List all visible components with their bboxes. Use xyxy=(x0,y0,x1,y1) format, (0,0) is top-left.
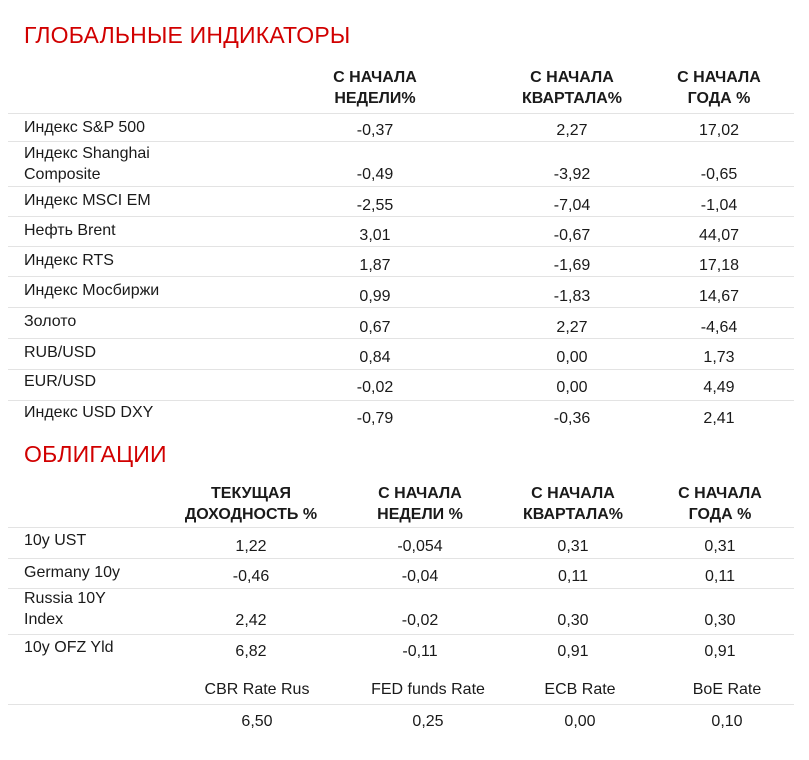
row-label: Индекс RTS xyxy=(24,252,114,269)
value-cell: -0,11 xyxy=(402,643,438,660)
value-cell: 4,49 xyxy=(703,379,735,396)
rate-header: BoE Rate xyxy=(692,681,762,698)
column-header-line: С НАЧАЛА xyxy=(333,69,417,86)
column-header xyxy=(488,483,658,525)
row-label: Индекс MSCI EM xyxy=(24,192,151,209)
value-cell: 0,91 xyxy=(557,643,589,660)
rates-value-row xyxy=(8,705,794,735)
value-cell: 0,91 xyxy=(704,643,736,660)
bonds-title: ОБЛИГАЦИИ xyxy=(24,441,167,467)
value-cell: -0,02 xyxy=(356,379,394,396)
table-row xyxy=(8,307,794,339)
value-cell: -0,46 xyxy=(232,568,270,585)
value-cell: 17,02 xyxy=(698,122,740,139)
bonds-header-row xyxy=(8,483,794,528)
value-cell: 0,30 xyxy=(704,612,736,629)
value-cell: 2,42 xyxy=(235,612,267,629)
value-cell: -1,83 xyxy=(553,288,591,305)
value-cell: 2,27 xyxy=(556,319,588,336)
table-row xyxy=(8,588,794,635)
column-header-line: С НАЧАЛА xyxy=(378,485,462,502)
row-label: Russia 10Y xyxy=(24,590,106,607)
table-row xyxy=(8,246,794,277)
value-cell: 1,87 xyxy=(359,257,391,274)
value-cell: 0,00 xyxy=(556,349,588,366)
value-cell: -3,92 xyxy=(553,166,591,183)
value-cell: -0,054 xyxy=(397,538,443,555)
value-cell: 3,01 xyxy=(359,227,391,244)
value-cell: 2,27 xyxy=(556,122,588,139)
value-cell: -0,49 xyxy=(356,166,394,183)
row-label: Золото xyxy=(24,313,77,330)
column-header-line: ГОДА % xyxy=(688,506,752,523)
value-cell: 0,67 xyxy=(359,319,391,336)
row-label: 10y UST xyxy=(24,532,87,549)
value-cell: 14,67 xyxy=(698,288,740,305)
value-cell: -7,04 xyxy=(553,197,591,214)
row-label: Индекс Shanghai xyxy=(24,145,150,162)
table-row xyxy=(8,186,794,217)
value-cell: 2,41 xyxy=(703,410,735,427)
column-header-line: С НАЧАЛА xyxy=(531,485,615,502)
value-cell: 0,11 xyxy=(558,568,588,585)
value-cell: -0,04 xyxy=(401,568,439,585)
global-header-row xyxy=(8,67,794,114)
value-cell: -1,69 xyxy=(553,257,591,274)
rate-value: 6,50 xyxy=(241,713,273,730)
value-cell: -0,79 xyxy=(356,410,394,427)
table-row xyxy=(8,558,794,589)
value-cell: 0,99 xyxy=(359,288,391,305)
row-label: EUR/USD xyxy=(24,373,97,390)
value-cell: -0,37 xyxy=(356,122,394,139)
row-label: Индекс Мосбиржи xyxy=(24,282,160,299)
column-header-line: НЕДЕЛИ% xyxy=(334,90,416,107)
column-header xyxy=(619,67,809,109)
value-cell: -0,67 xyxy=(553,227,591,244)
table-row xyxy=(8,369,794,401)
table-row xyxy=(8,141,794,187)
value-cell: 0,31 xyxy=(704,538,736,555)
value-cell: -2,55 xyxy=(356,197,394,214)
value-cell: -1,04 xyxy=(700,197,738,214)
row-label: Index xyxy=(24,611,64,628)
row-label: RUB/USD xyxy=(24,344,97,361)
rate-header: FED funds Rate xyxy=(371,681,485,698)
value-cell: 1,73 xyxy=(703,349,735,366)
rates-header-row xyxy=(8,676,794,705)
row-label: Composite xyxy=(24,166,101,183)
value-cell: 0,84 xyxy=(359,349,391,366)
column-header-line: С НАЧАЛА xyxy=(678,485,762,502)
column-header-line: НЕДЕЛИ % xyxy=(377,506,463,523)
row-label: Нефть Brent xyxy=(24,222,116,239)
table-row xyxy=(8,216,794,247)
value-cell: -0,65 xyxy=(700,166,738,183)
column-header xyxy=(635,483,805,525)
row-label: Индекс S&P 500 xyxy=(24,119,146,136)
rate-header: ECB Rate xyxy=(544,681,616,698)
row-label: Germany 10y xyxy=(24,564,121,581)
column-header xyxy=(275,67,475,109)
value-cell: 6,82 xyxy=(235,643,267,660)
column-header-line: ДОХОДНОСТЬ % xyxy=(184,506,318,523)
column-header xyxy=(335,483,505,525)
column-header-line: КВАРТАЛА% xyxy=(521,90,623,107)
column-header-line: ТЕКУЩАЯ xyxy=(211,485,291,502)
column-header-line: ГОДА % xyxy=(687,90,751,107)
value-cell: 0,00 xyxy=(556,379,588,396)
value-cell: 17,18 xyxy=(698,257,740,274)
table-row xyxy=(8,338,794,370)
value-cell: -0,02 xyxy=(401,612,439,629)
table-row xyxy=(8,113,794,142)
value-cell: 0,31 xyxy=(557,538,589,555)
value-cell: 0,11 xyxy=(705,568,735,585)
rate-value: 0,10 xyxy=(711,713,743,730)
rate-header: CBR Rate Rus xyxy=(204,681,310,698)
table-row xyxy=(8,634,794,664)
value-cell: 0,30 xyxy=(557,612,589,629)
rate-value: 0,25 xyxy=(412,713,444,730)
rate-value: 0,00 xyxy=(564,713,596,730)
table-row xyxy=(8,276,794,308)
value-cell: -4,64 xyxy=(700,319,738,336)
value-cell: -0,36 xyxy=(553,410,591,427)
table-row xyxy=(8,400,794,431)
row-label: 10y OFZ Yld xyxy=(24,639,114,656)
global-indicators-title: ГЛОБАЛЬНЫЕ ИНДИКАТОРЫ xyxy=(24,22,351,48)
column-header-line: С НАЧАЛА xyxy=(530,69,614,86)
column-header-line: КВАРТАЛА% xyxy=(522,506,624,523)
column-header-line: С НАЧАЛА xyxy=(677,69,761,86)
table-row xyxy=(8,527,794,559)
column-header xyxy=(166,483,336,525)
value-cell: 44,07 xyxy=(698,227,740,244)
row-label: Индекс USD DXY xyxy=(24,404,154,421)
value-cell: 1,22 xyxy=(235,538,267,555)
